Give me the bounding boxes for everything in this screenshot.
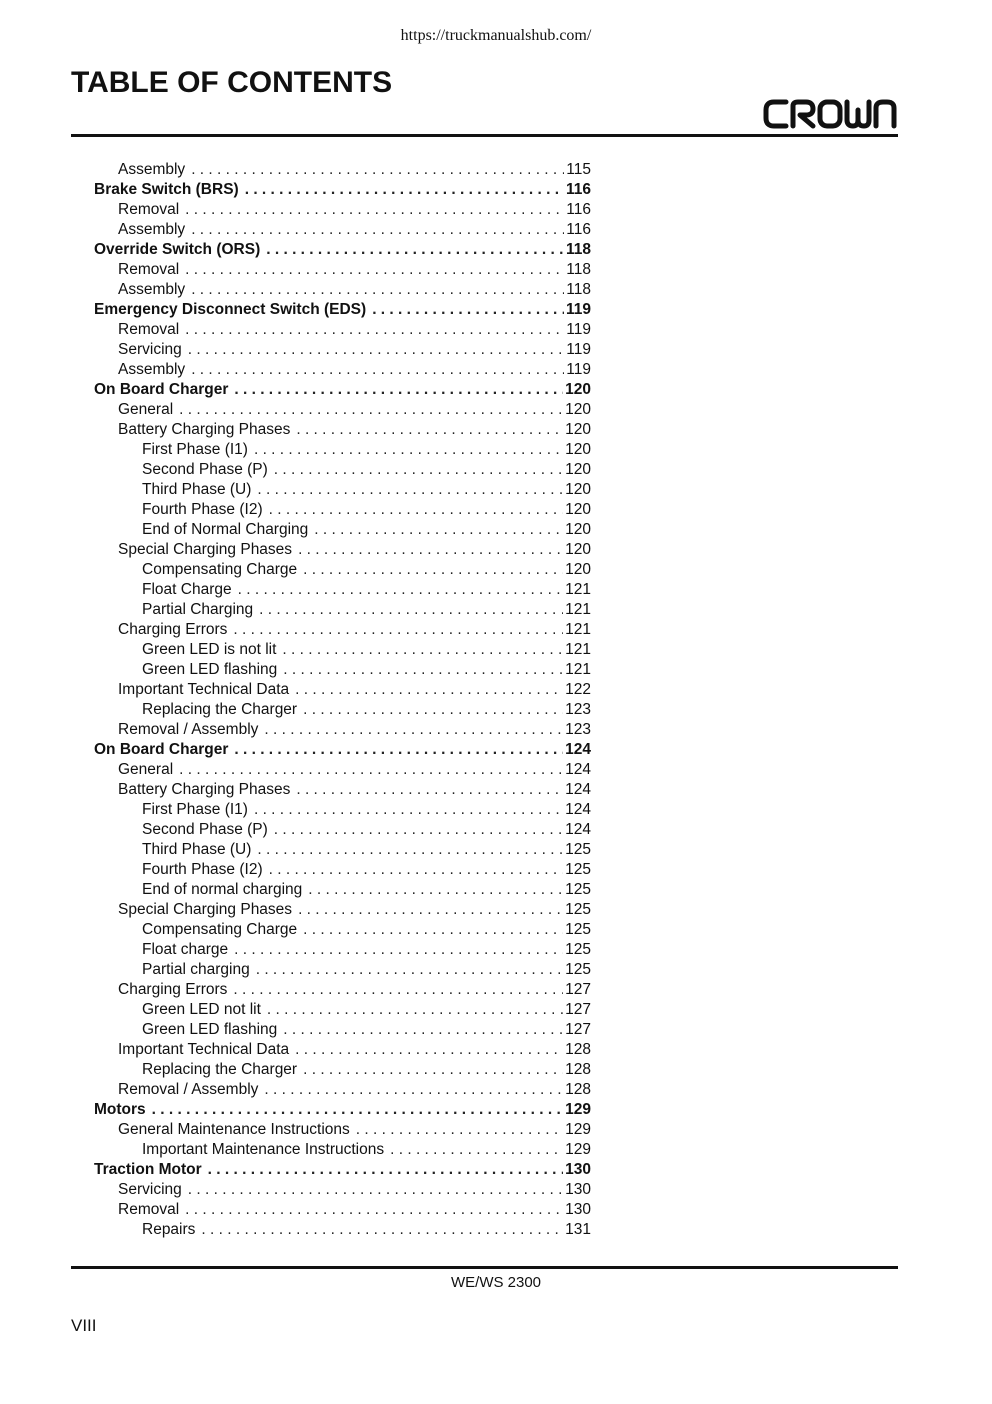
- dot-leader: [254, 440, 563, 460]
- dot-leader: [296, 780, 563, 800]
- dot-leader: [314, 520, 563, 540]
- dot-leader: [264, 1080, 563, 1100]
- toc-entry-title: First Phase (I1): [142, 441, 248, 458]
- toc-entry-title: Removal / Assembly: [118, 1081, 259, 1098]
- toc-entry-page: 125: [565, 881, 591, 898]
- toc-entry[interactable]: [94, 860, 591, 880]
- toc-entry[interactable]: [94, 880, 591, 900]
- toc-entry[interactable]: [94, 980, 591, 1000]
- toc-entry[interactable]: [94, 320, 591, 340]
- dot-leader: [269, 860, 564, 880]
- toc-entry-title: Charging Errors: [118, 621, 228, 638]
- toc-entry-page: 121: [565, 581, 591, 598]
- toc-entry-title: Important Technical Data: [118, 681, 290, 698]
- dot-leader: [303, 1060, 563, 1080]
- dot-leader: [283, 1020, 563, 1040]
- toc-entry[interactable]: [94, 820, 591, 840]
- toc-entry[interactable]: [94, 920, 591, 940]
- toc-entry-page: 121: [565, 621, 591, 638]
- dot-leader: [274, 820, 563, 840]
- toc-entry-title: Charging Errors: [118, 981, 228, 998]
- dot-leader: [234, 740, 563, 760]
- toc-entry-page: 125: [565, 941, 591, 958]
- toc-entry-page: 124: [565, 801, 591, 818]
- toc-entry-title: Important Technical Data: [118, 1041, 290, 1058]
- toc-entry-page: 125: [565, 861, 591, 878]
- toc-entry-page: 129: [565, 1141, 591, 1158]
- toc-entry-title: Battery Charging Phases: [118, 781, 291, 798]
- toc-entry-title: Green LED flashing: [142, 1021, 278, 1038]
- toc-entry-page: 120: [565, 541, 591, 558]
- toc-entry-title: Third Phase (U): [142, 841, 252, 858]
- model-label: WE/WS 2300: [450, 1274, 542, 1291]
- dot-leader: [191, 360, 564, 380]
- toc-entry-page: 125: [565, 841, 591, 858]
- dot-leader: [254, 800, 563, 820]
- toc-entry[interactable]: [94, 840, 591, 860]
- toc-entry-page: 130: [565, 1201, 591, 1218]
- toc-entry[interactable]: [94, 280, 591, 300]
- toc-entry-title: General: [118, 761, 174, 778]
- toc-entry-page: 127: [565, 1021, 591, 1038]
- toc-entry[interactable]: [94, 620, 591, 640]
- toc-entry-title: Green LED flashing: [142, 661, 278, 678]
- dot-leader: [191, 160, 564, 180]
- toc-entry-title: Removal / Assembly: [118, 721, 259, 738]
- toc-entry-page: 120: [565, 461, 591, 478]
- toc-entry-title: Compensating Charge: [142, 921, 298, 938]
- source-url: https://truckmanualshub.com/: [400, 27, 592, 44]
- crown-logo: [762, 96, 898, 130]
- toc-entry[interactable]: [94, 1020, 591, 1040]
- toc-entry-page: 120: [565, 521, 591, 538]
- dot-leader: [188, 340, 565, 360]
- toc-entry-page: 123: [565, 721, 591, 738]
- dot-leader: [188, 1180, 563, 1200]
- toc-entry-page: 129: [565, 1101, 591, 1118]
- toc-entry-page: 116: [565, 181, 591, 198]
- toc-entry-page: 128: [565, 1041, 591, 1058]
- dot-leader: [264, 720, 563, 740]
- toc-entry-title: Important Maintenance Instructions: [142, 1141, 385, 1158]
- toc-entry-page: 131: [565, 1221, 591, 1238]
- toc-entry-page: 120: [565, 501, 591, 518]
- toc-entry-title: Fourth Phase (I2): [142, 501, 263, 518]
- footer-rule: [71, 1266, 898, 1269]
- toc-entry[interactable]: [94, 1000, 591, 1020]
- dot-leader: [234, 380, 563, 400]
- toc-entry-title: Replacing the Charger: [142, 701, 298, 718]
- toc-entry-page: 119: [566, 321, 591, 338]
- toc-entry-page: 120: [565, 561, 591, 578]
- toc-entry[interactable]: [94, 640, 591, 660]
- toc-entry-page: 118: [566, 261, 591, 278]
- toc-entry[interactable]: [94, 220, 591, 240]
- dot-leader: [256, 960, 563, 980]
- toc-entry-title: Float charge: [142, 941, 229, 958]
- toc-entry-page: 128: [565, 1061, 591, 1078]
- toc-entry[interactable]: [94, 200, 591, 220]
- toc-entry-page: 116: [566, 221, 591, 238]
- toc-entry-page: 130: [565, 1181, 591, 1198]
- toc-entry-title: End of normal charging: [142, 881, 303, 898]
- toc-entry[interactable]: [94, 660, 591, 680]
- dot-leader: [234, 940, 563, 960]
- toc-entry-page: 115: [566, 161, 591, 178]
- toc-entry-title: Servicing: [118, 1181, 182, 1198]
- toc-entry[interactable]: [94, 440, 591, 460]
- dot-leader: [185, 200, 564, 220]
- toc-entry[interactable]: [94, 180, 591, 200]
- dot-leader: [233, 620, 563, 640]
- toc-entry-title: Partial charging: [142, 961, 250, 978]
- dot-leader: [274, 460, 563, 480]
- toc-entry-page: 127: [565, 981, 591, 998]
- dot-leader: [233, 980, 563, 1000]
- dot-leader: [152, 1100, 563, 1120]
- dot-leader: [191, 280, 564, 300]
- toc-entry-page: 122: [565, 681, 591, 698]
- toc-entry[interactable]: [94, 540, 591, 560]
- toc-entry-page: 120: [565, 441, 591, 458]
- toc-entry[interactable]: [94, 520, 591, 540]
- toc-entry-title: Assembly: [118, 361, 186, 378]
- toc-entry-page: 121: [565, 661, 591, 678]
- toc-entry-title: On Board Charger: [94, 381, 229, 398]
- toc-entry-page: 124: [565, 741, 591, 758]
- toc-entry-page: 124: [565, 821, 591, 838]
- toc-entry-title: General Maintenance Instructions: [118, 1121, 350, 1138]
- toc-entry[interactable]: [94, 360, 591, 380]
- dot-leader: [179, 400, 563, 420]
- toc-entry-title: Green LED is not lit: [142, 641, 277, 658]
- dot-leader: [185, 1200, 563, 1220]
- toc-entry-title: Emergency Disconnect Switch (EDS): [94, 301, 367, 318]
- toc-entry-page: 124: [565, 761, 591, 778]
- dot-leader: [295, 1040, 563, 1060]
- toc-entry-title: Assembly: [118, 161, 186, 178]
- toc-entry-page: 118: [566, 281, 591, 298]
- toc-entry-title: Repairs: [142, 1221, 196, 1238]
- toc-entry[interactable]: [94, 740, 591, 760]
- toc-entry-title: Brake Switch (BRS): [94, 181, 239, 198]
- toc-entry[interactable]: [94, 940, 591, 960]
- dot-leader: [372, 300, 564, 320]
- toc-entry-page: 128: [565, 1081, 591, 1098]
- toc-entry-page: 121: [565, 601, 591, 618]
- toc-entry[interactable]: [94, 1140, 591, 1160]
- toc-entry[interactable]: [94, 720, 591, 740]
- dot-leader: [245, 180, 564, 200]
- page-number: VIII: [71, 1316, 97, 1335]
- page-title: TABLE OF CONTENTS: [71, 66, 393, 99]
- toc-entry-title: Battery Charging Phases: [118, 421, 291, 438]
- toc-entry-title: Motors: [94, 1101, 146, 1118]
- toc-entry-page: 120: [565, 481, 591, 498]
- toc-entry-title: Special Charging Phases: [118, 541, 293, 558]
- dot-leader: [267, 1000, 563, 1020]
- toc-entry-title: Float Charge: [142, 581, 232, 598]
- toc-entry-title: Third Phase (U): [142, 481, 252, 498]
- toc-entry[interactable]: [94, 460, 591, 480]
- dot-leader: [282, 640, 563, 660]
- dot-leader: [303, 920, 563, 940]
- toc-entry-title: General: [118, 401, 174, 418]
- toc-entry-page: 124: [565, 781, 591, 798]
- toc-entry[interactable]: [94, 380, 591, 400]
- dot-leader: [179, 760, 563, 780]
- toc-entry[interactable]: [94, 680, 591, 700]
- dot-leader: [191, 220, 564, 240]
- toc-entry-title: Removal: [118, 261, 180, 278]
- toc-entry-title: Removal: [118, 321, 180, 338]
- dot-leader: [257, 840, 563, 860]
- dot-leader: [298, 900, 563, 920]
- dot-leader: [185, 320, 564, 340]
- dot-leader: [201, 1220, 563, 1240]
- toc-list: [94, 160, 591, 1240]
- toc-entry-page: 119: [566, 361, 591, 378]
- toc-entry-page: 120: [565, 421, 591, 438]
- toc-entry[interactable]: [94, 1160, 591, 1180]
- toc-entry[interactable]: [94, 560, 591, 580]
- toc-entry-page: 120: [565, 381, 591, 398]
- toc-entry[interactable]: [94, 420, 591, 440]
- dot-leader: [259, 600, 563, 620]
- toc-entry-title: Assembly: [118, 221, 186, 238]
- toc-entry[interactable]: [94, 240, 591, 260]
- toc-entry-title: Servicing: [118, 341, 182, 358]
- dot-leader: [296, 420, 563, 440]
- dot-leader: [303, 560, 563, 580]
- toc-entry-page: 127: [565, 1001, 591, 1018]
- dot-leader: [257, 480, 563, 500]
- toc-entry[interactable]: [94, 580, 591, 600]
- dot-leader: [208, 1160, 563, 1180]
- toc-entry[interactable]: [94, 260, 591, 280]
- dot-leader: [283, 660, 563, 680]
- toc-entry-page: 116: [566, 201, 591, 218]
- toc-entry-title: Special Charging Phases: [118, 901, 293, 918]
- toc-entry-title: Override Switch (ORS): [94, 241, 261, 258]
- toc-entry-title: End of Normal Charging: [142, 521, 309, 538]
- toc-entry-title: Removal: [118, 201, 180, 218]
- toc-entry-title: Compensating Charge: [142, 561, 298, 578]
- toc-entry-title: On Board Charger: [94, 741, 229, 758]
- toc-entry[interactable]: [94, 800, 591, 820]
- toc-entry[interactable]: [94, 960, 591, 980]
- toc-entry-page: 125: [565, 961, 591, 978]
- dot-leader: [298, 540, 563, 560]
- dot-leader: [308, 880, 563, 900]
- toc-entry[interactable]: [94, 340, 591, 360]
- toc-entry[interactable]: [94, 780, 591, 800]
- dot-leader: [303, 700, 563, 720]
- toc-entry-title: Second Phase (P): [142, 461, 268, 478]
- toc-entry-page: 119: [566, 341, 591, 358]
- toc-entry[interactable]: [94, 900, 591, 920]
- toc-entry-title: Assembly: [118, 281, 186, 298]
- toc-entry-page: 125: [565, 921, 591, 938]
- dot-leader: [238, 580, 564, 600]
- toc-entry[interactable]: [94, 700, 591, 720]
- toc-entry-title: Replacing the Charger: [142, 1061, 298, 1078]
- toc-entry-page: 123: [565, 701, 591, 718]
- dot-leader: [390, 1140, 563, 1160]
- toc-entry-title: Partial Charging: [142, 601, 254, 618]
- toc-entry[interactable]: [94, 1220, 591, 1240]
- toc-entry[interactable]: [94, 1100, 591, 1120]
- dot-leader: [269, 500, 564, 520]
- toc-entry[interactable]: [94, 300, 591, 320]
- toc-entry-title: Second Phase (P): [142, 821, 268, 838]
- dot-leader: [185, 260, 564, 280]
- toc-entry[interactable]: [94, 1120, 591, 1140]
- toc-entry-page: 129: [565, 1121, 591, 1138]
- toc-entry-page: 121: [565, 641, 591, 658]
- toc-entry[interactable]: [94, 1060, 591, 1080]
- toc-entry-page: 130: [565, 1161, 591, 1178]
- dot-leader: [295, 680, 563, 700]
- toc-entry[interactable]: [94, 1040, 591, 1060]
- toc-entry-title: Fourth Phase (I2): [142, 861, 263, 878]
- toc-entry[interactable]: [94, 1180, 591, 1200]
- toc-entry-title: First Phase (I1): [142, 801, 248, 818]
- dot-leader: [266, 240, 564, 260]
- toc-entry-title: Traction Motor: [94, 1161, 202, 1178]
- toc-entry-page: 120: [565, 401, 591, 418]
- toc-entry[interactable]: [94, 600, 591, 620]
- toc-entry[interactable]: [94, 480, 591, 500]
- toc-entry-page: 125: [565, 901, 591, 918]
- toc-entry-page: 118: [565, 241, 591, 258]
- dot-leader: [356, 1120, 563, 1140]
- header-rule: [71, 134, 898, 137]
- toc-entry-title: Green LED not lit: [142, 1001, 261, 1018]
- toc-entry[interactable]: [94, 760, 591, 780]
- toc-entry[interactable]: [94, 1080, 591, 1100]
- toc-entry[interactable]: [94, 1200, 591, 1220]
- toc-entry-page: 119: [565, 301, 591, 318]
- toc-entry[interactable]: [94, 500, 591, 520]
- toc-entry[interactable]: [94, 160, 591, 180]
- toc-entry[interactable]: [94, 400, 591, 420]
- toc-entry-title: Removal: [118, 1201, 180, 1218]
